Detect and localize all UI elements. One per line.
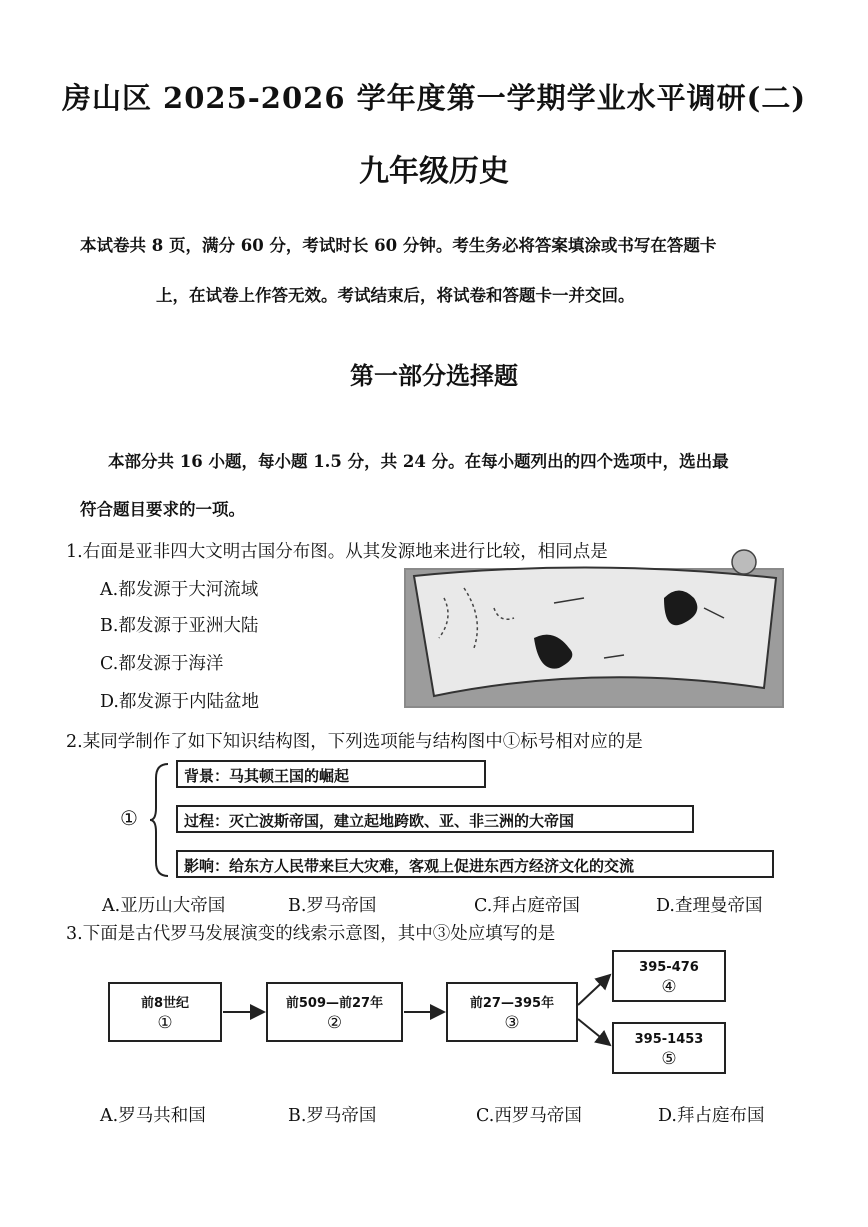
notice-line-2: 上，在试卷上作答无效。考试结束后，将试卷和答题卡一并交回。	[156, 286, 635, 305]
flow-node-3-time: 前27—395年	[469, 996, 555, 1011]
question-2-option-b: B.罗马帝国	[288, 896, 377, 916]
section-title: 第一部分选择题	[350, 361, 518, 390]
flow-node-4-number: ④	[661, 977, 677, 997]
structure-process-box: 过程：灭亡波斯帝国，建立起地跨欧、亚、非三洲的大帝国	[176, 805, 694, 833]
notice-line-1: 本试卷共 8 页，满分 60 分，考试时长 60 分钟。考生务必将答案填涂或书写在答题卡	[80, 236, 717, 255]
question-2-stem: 2.某同学制作了如下知识结构图，下列选项能与结构图中①标号相对应的是	[66, 732, 643, 752]
flow-node-4-time: 395-476	[639, 960, 699, 975]
question-2-option-d: D.查理曼帝国	[656, 896, 763, 916]
question-3-option-b: B.罗马帝国	[288, 1106, 377, 1126]
question-1-option-d: D.都发源于内陆盆地	[100, 692, 259, 712]
flow-node-5-number: ⑤	[661, 1049, 677, 1069]
section-instruction-line-1: 本部分共 16 小题，每小题 1.5 分，共 24 分。在每小题列出的四个选项中，选出最	[108, 452, 729, 471]
structure-background-box: 背景：马其顿王国的崛起	[176, 760, 486, 788]
flow-node-2	[266, 982, 403, 1042]
flow-node-1-time: 前8世纪	[140, 996, 190, 1011]
question-3-option-a: A.罗马共和国	[100, 1106, 206, 1126]
question-3-stem: 3.下面是古代罗马发展演变的线索示意图，其中③处应填写的是	[66, 924, 556, 944]
flow-node-5	[612, 1022, 726, 1074]
question-2-option-a: A.亚历山大帝国	[102, 896, 226, 916]
question-1-option-c: C.都发源于海洋	[100, 654, 224, 674]
flow-node-3-number: ③	[504, 1013, 520, 1033]
flow-node-4	[612, 950, 726, 1002]
section-instruction-line-2: 符合题目要求的一项。	[80, 500, 245, 519]
flow-node-1	[108, 982, 222, 1042]
structure-marker: ①	[120, 806, 138, 830]
structure-impact-box: 影响：给东方人民带来巨大灾难，客观上促进东西方经济文化的交流	[176, 850, 774, 878]
flow-node-5-time: 395-1453	[634, 1032, 704, 1047]
question-1-stem: 1.右面是亚非四大文明古国分布图。从其发源地来进行比较，相同点是	[66, 542, 608, 562]
question-1-option-b: B.都发源于亚洲大陆	[100, 616, 259, 636]
exam-subtitle: 九年级历史	[359, 154, 509, 189]
flow-node-1-number: ①	[157, 1013, 173, 1033]
exam-title: 房山区 2025-2026 学年度第一学期学业水平调研(二)	[61, 81, 807, 115]
flow-node-3	[446, 982, 578, 1042]
question-3-option-c: C.西罗马帝国	[476, 1106, 582, 1126]
question-1-option-a: A.都发源于大河流域	[100, 580, 259, 600]
flow-node-2-number: ②	[326, 1013, 343, 1033]
question-2-option-c: C.拜占庭帝国	[474, 896, 580, 916]
flow-node-2-time: 前509—前27年	[285, 996, 384, 1011]
question-3-option-d: D.拜占庭布国	[658, 1106, 765, 1126]
